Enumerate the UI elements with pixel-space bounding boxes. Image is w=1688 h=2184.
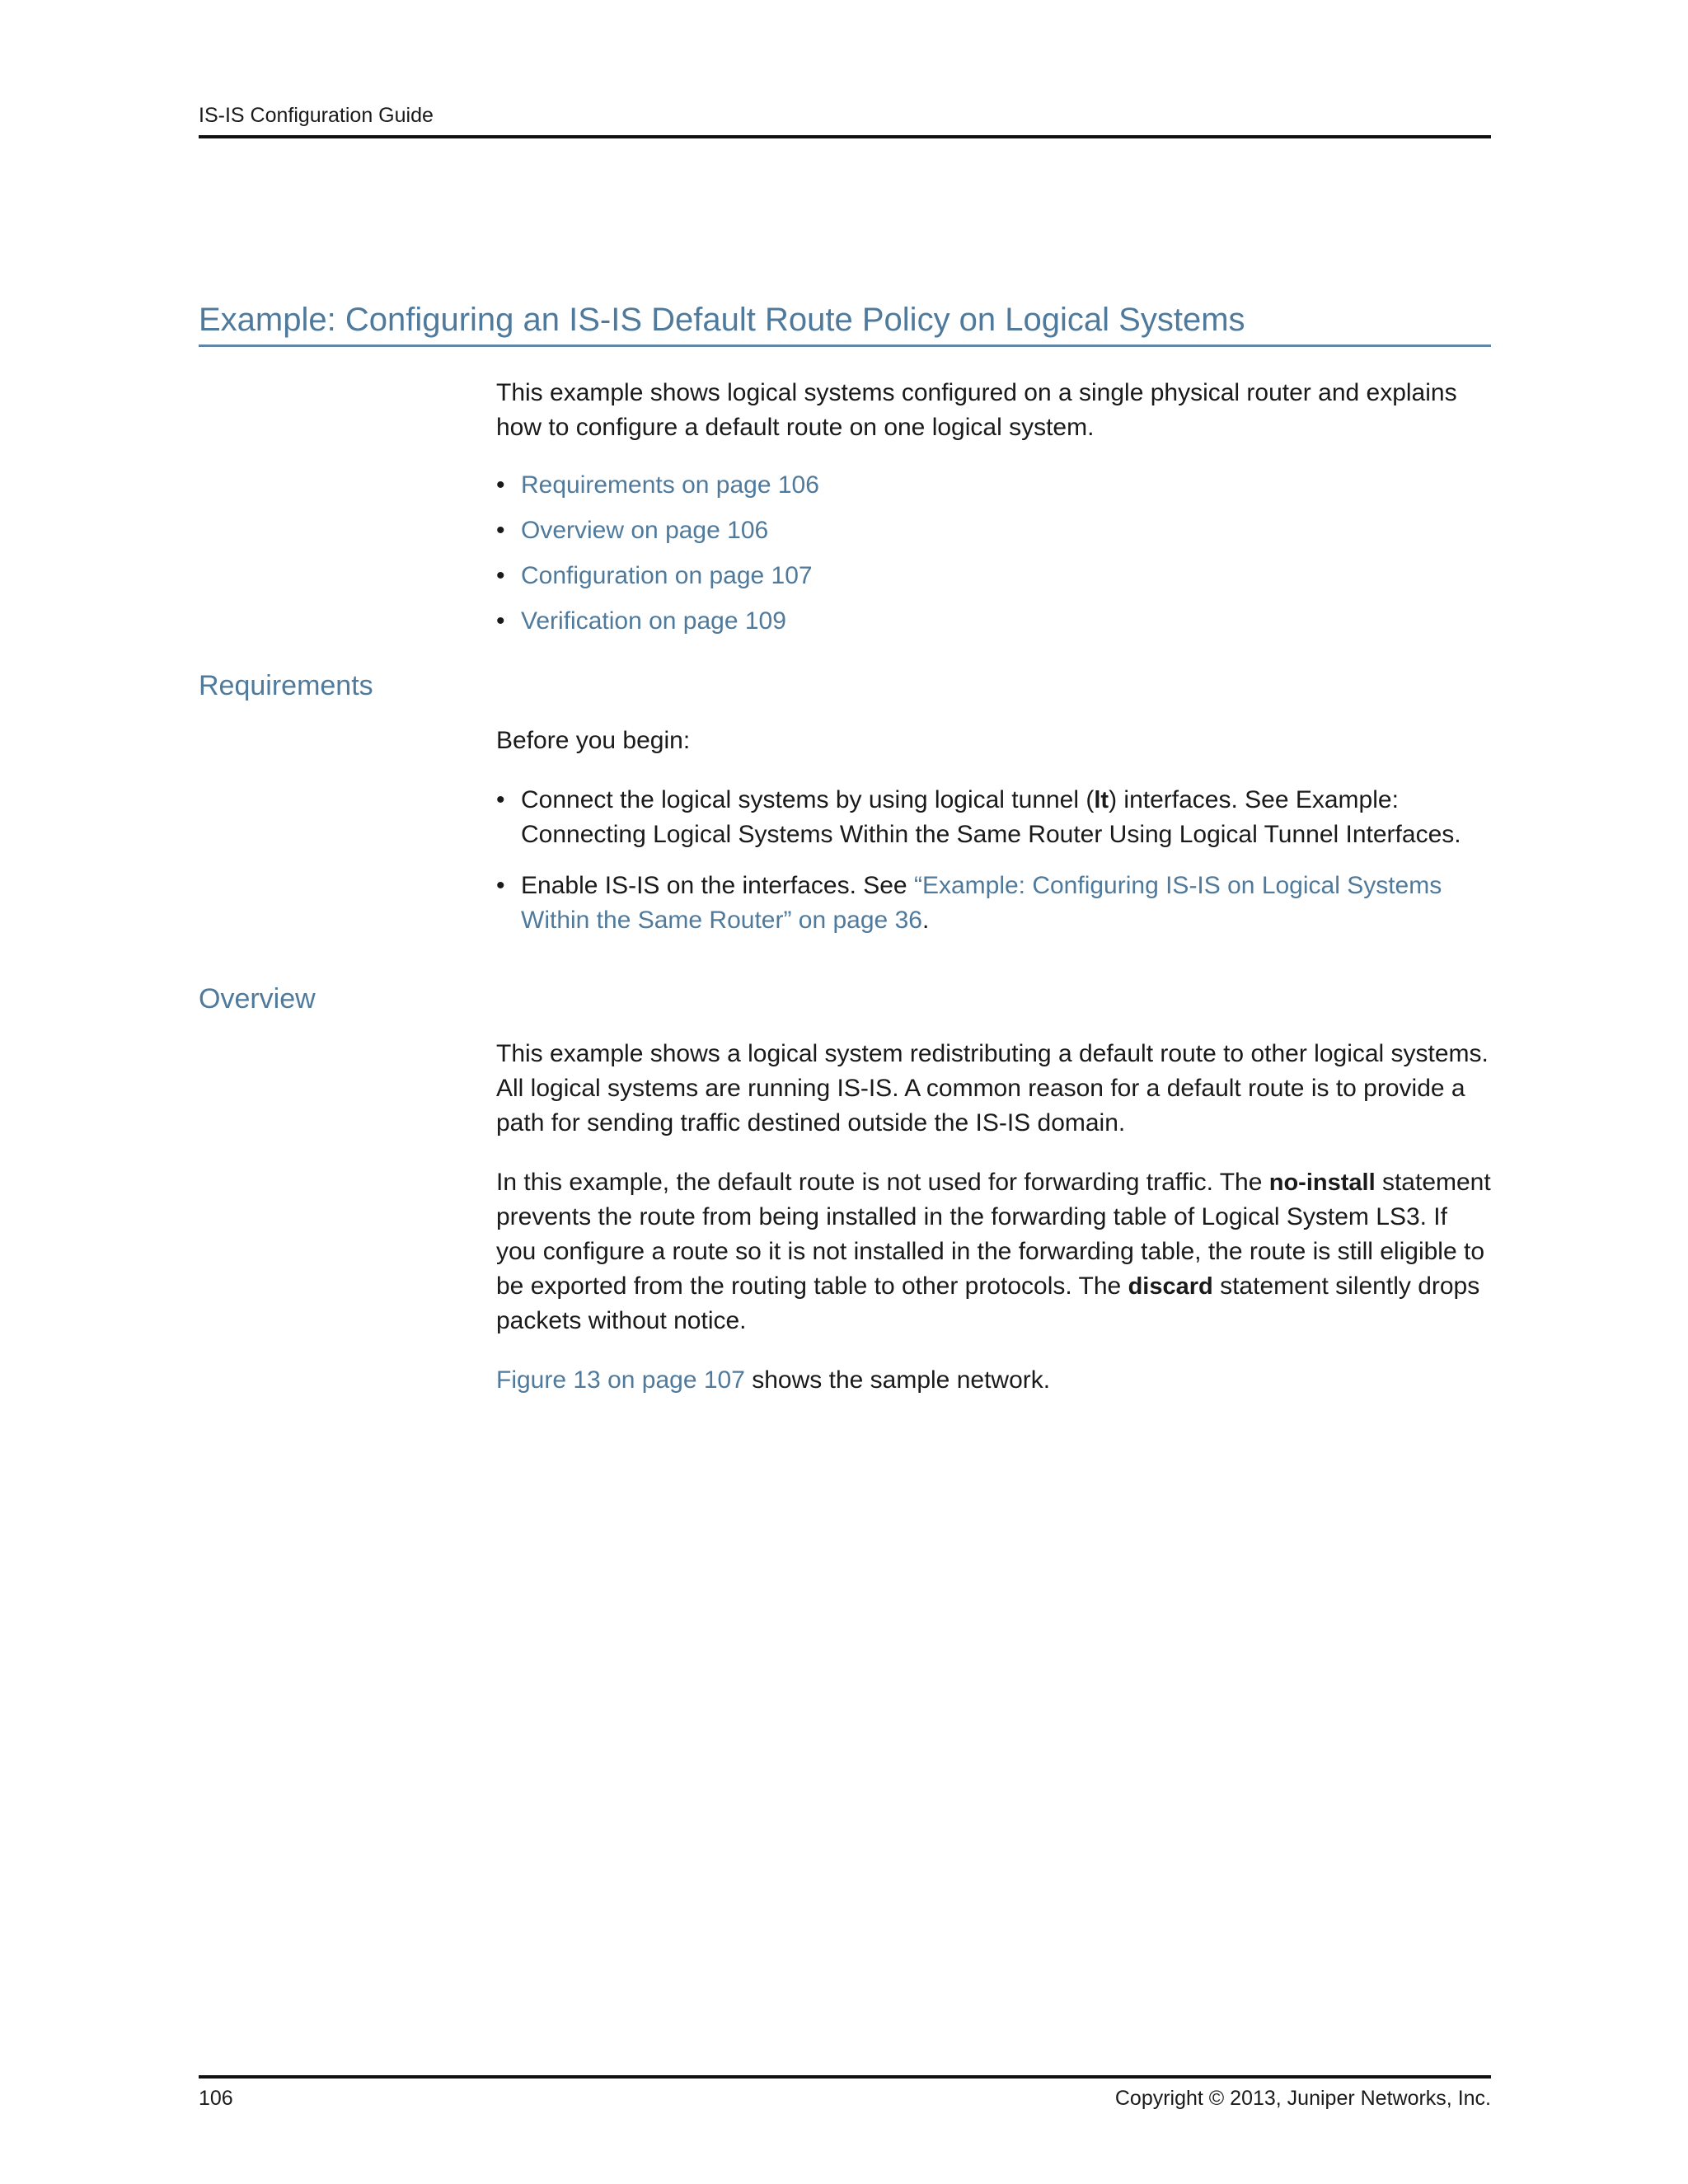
req2-text-pre: Enable IS-IS on the interfaces. See [521, 872, 914, 899]
section-title: Example: Configuring an IS-IS Default Route Policy on Logical Systems [199, 302, 1245, 338]
overview-para-3 [496, 1363, 1491, 1398]
toc-link-requirements[interactable]: Requirements on page 106 [521, 471, 819, 499]
page-footer [199, 2075, 1491, 2113]
requirements-item [496, 869, 1491, 938]
no-install-code: no-install [1268, 1169, 1376, 1196]
intro-block [496, 376, 1491, 639]
requirements-lead: Before you begin: [496, 727, 691, 754]
requirements-heading: Requirements [199, 670, 373, 701]
req2-text-post: . [921, 907, 930, 934]
page-header [199, 101, 1491, 138]
req2-link[interactable]: “Example: Configuring IS-IS on Logical Systems Within the Same Router” on page 36 [521, 872, 1442, 934]
guide-title: IS-IS Configuration Guide [199, 104, 434, 127]
toc-item [496, 468, 1491, 503]
discard-code: discard [1128, 1273, 1213, 1300]
para3-text: shows the sample network. [744, 1366, 1051, 1394]
toc-link-verification[interactable]: Verification on page 109 [521, 607, 786, 635]
intro-paragraph: This example shows logical systems configured on a single physical router and explains how to configure a default route on one logical system. [496, 379, 1457, 441]
requirements-block [496, 724, 1491, 938]
footer-row [199, 2083, 1491, 2113]
header-rule [199, 135, 1491, 138]
bullet-icon: • [496, 517, 505, 544]
req1-text-pre: Connect the logical systems by using logical tunnel ( [521, 786, 1095, 813]
bullet-icon: • [496, 786, 505, 813]
para2-text-c: statement silently drops packets without notice. [496, 1272, 1480, 1334]
bullet-icon: • [496, 872, 505, 899]
overview-block [496, 1037, 1491, 1398]
page-number: 106 [199, 2087, 233, 2110]
bullet-icon: • [496, 607, 505, 635]
figure-link[interactable]: Figure 13 on page 107 [496, 1366, 745, 1394]
section-title-block [199, 297, 1491, 347]
overview-heading: Overview [199, 983, 316, 1015]
toc-link-overview[interactable]: Overview on page 106 [521, 517, 769, 544]
copyright: Copyright © 2013, Juniper Networks, Inc. [1114, 2087, 1491, 2110]
req1-text-post: ) interfaces. See Example: Connecting Logical Systems Within the Same Router Using Logical Tunnel Interfaces. [521, 786, 1461, 848]
bullet-icon: • [496, 562, 505, 589]
section-title-rule [199, 344, 1491, 347]
req1-code: lt [1094, 787, 1109, 813]
para2-text-b: statement prevents the route from being installed in the forwarding table of Logical System LS3. If you configure a route so it is not installed in the forwarding table, the route is still eligible to be exported from the routing table to other protocols. The [496, 1169, 1491, 1300]
bullet-icon: • [496, 471, 505, 499]
requirements-item [496, 783, 1491, 852]
toc-list [496, 468, 1491, 639]
footer-rule [199, 2075, 1491, 2079]
toc-item [496, 559, 1491, 593]
requirements-list [496, 783, 1491, 938]
toc-link-configuration[interactable]: Configuration on page 107 [521, 562, 813, 589]
overview-para-2 [496, 1165, 1491, 1338]
toc-item [496, 513, 1491, 548]
toc-item [496, 604, 1491, 639]
overview-para-1: This example shows a logical system redistributing a default route to other logical systems. All logical systems are running IS-IS. A common reason for a default route is to provide a path for sending traffic destined outside the IS-IS domain. [496, 1040, 1489, 1137]
para2-text-a: In this example, the default route is not used for forwarding traffic. The [496, 1169, 1269, 1196]
